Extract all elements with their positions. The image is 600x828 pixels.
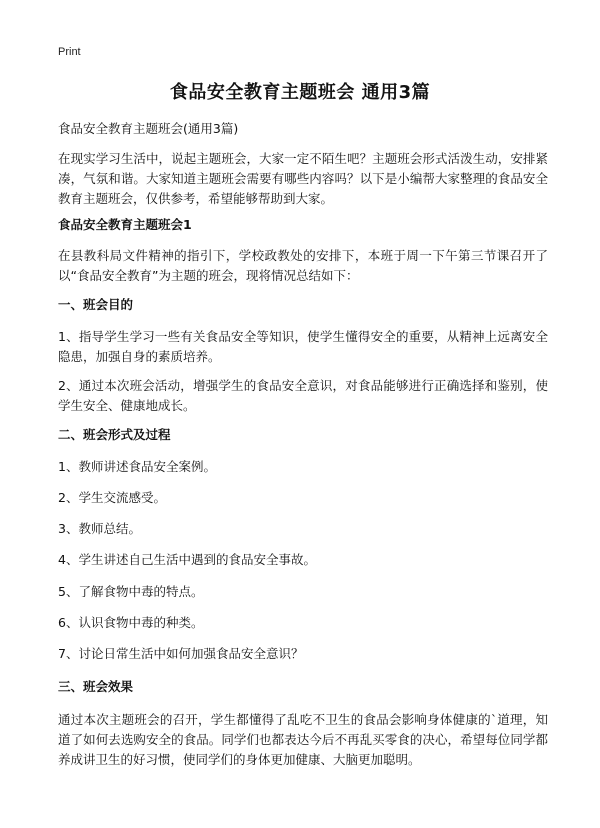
part3-paragraph: 通过本次主题班会的召开，学生都懂得了乱吃不卫生的食品会影响身体健康的`道理，知道了如何去选购安全的食品。同学们也都表达今后不再乱买零食的决心，希望每位同学都养成讲卫生的好习惯，使同学们的身体更加健康、大脑更加聪明。 (58, 712, 548, 767)
part2-item: 4、学生讲述自己生活中遇到的食品安全事故。 (58, 552, 316, 567)
part2-item: 7、讨论日常生活中如何加强食品安全意识？ (58, 646, 304, 661)
print-label: Print (58, 46, 81, 58)
intro-paragraph: 在现实学习生活中，说起主题班会，大家一定不陌生吧？主题班会形式活泼生动，安排紧凑，气氛和谐。大家知道主题班会需要有哪些内容吗？以下是小编帮大家整理的食品安全教育主题班会，仅供参考，希望能够帮助到大家。 (58, 151, 548, 206)
section1-title: 食品安全教育主题班会1 (58, 217, 192, 232)
part2-item: 1、教师讲述食品安全案例。 (58, 459, 216, 474)
part1-heading: 一、班会目的 (58, 297, 134, 312)
document-title: 食品安全教育主题班会 通用3篇 (169, 82, 431, 103)
section1-intro: 在县教科局文件精神的指引下，学校政教处的安排下，本班于周一下午第三节课召开了以“食品安全教育”为主题的班会，现将情况总结如下： (58, 248, 548, 283)
part2-item: 5、了解食物中毒的特点。 (58, 584, 204, 599)
part3-heading: 三、班会效果 (58, 679, 134, 694)
document-subtitle: 食品安全教育主题班会(通用3篇) (58, 121, 239, 136)
part2-heading: 二、班会形式及过程 (58, 427, 171, 442)
part2-item: 2、学生交流感受。 (58, 490, 166, 505)
part2-item: 3、教师总结。 (58, 521, 141, 536)
part1-item-1: 1、指导学生学习一些有关食品安全等知识，使学生懂得安全的重要，从精神上远离安全隐患，加强自身的素质培养。 (58, 329, 548, 364)
part2-item: 6、认识食物中毒的种类。 (58, 615, 204, 630)
part1-item-2: 2、通过本次班会活动，增强学生的食品安全意识，对食品能够进行正确选择和鉴别，使学生安全、健康地成长。 (58, 378, 548, 413)
